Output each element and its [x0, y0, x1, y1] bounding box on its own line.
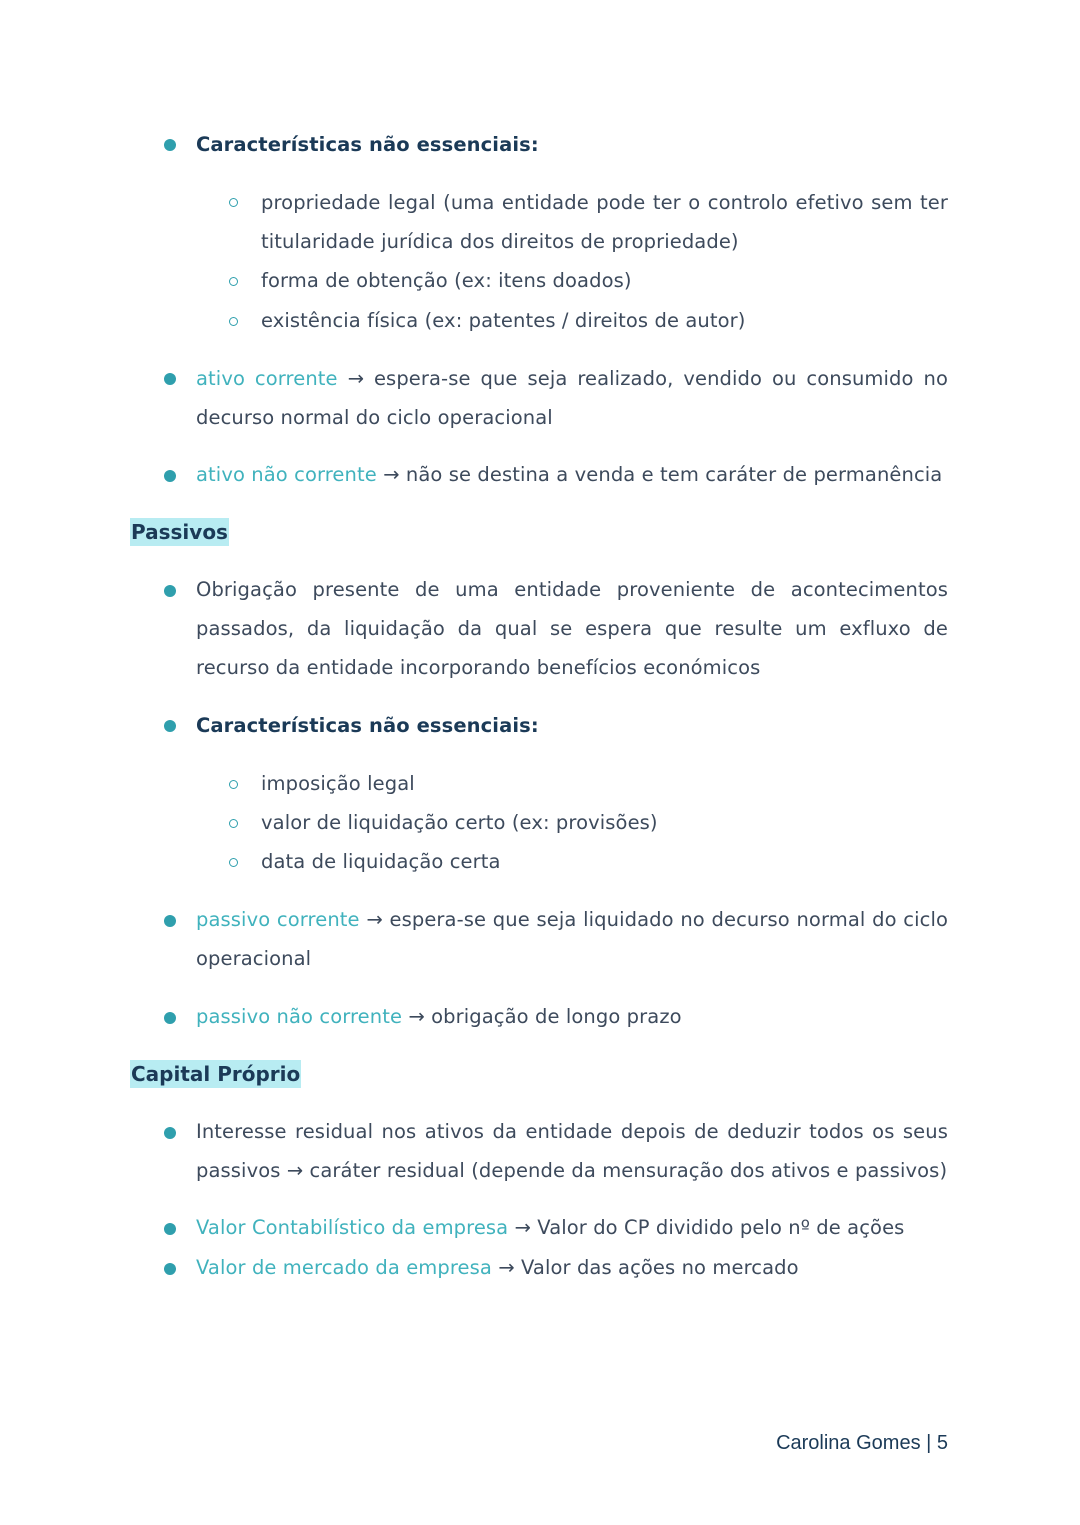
bullet-dot: [164, 1263, 176, 1275]
bullet-dot: [164, 1127, 176, 1139]
passivos-nonessential-item: data de liquidação certa: [261, 850, 501, 873]
bullet-dot: [164, 585, 176, 597]
ativos-nonessential-heading: Características não essenciais:: [196, 133, 539, 156]
valor-contabilistico-term: Valor Contabilístico da empresa: [196, 1216, 509, 1239]
page-footer: Carolina Gomes | 5: [776, 1432, 948, 1454]
ativos-nonessential-item: forma de obtenção (ex: itens doados): [261, 269, 632, 292]
sub-bullet-circle: [229, 780, 238, 789]
passivo-nao-corrente-item: [196, 997, 948, 1036]
ativo-nao-corrente-term: ativo não corrente: [196, 463, 377, 486]
passivos-nonessential-item: valor de liquidação certo (ex: provisões): [261, 811, 658, 834]
valor-contabilistico-item: [196, 1208, 948, 1247]
passivos-nonessential-item: imposição legal: [261, 772, 415, 795]
sub-bullet-circle: [229, 277, 238, 286]
valor-mercado-item: [196, 1248, 948, 1287]
section-heading-passivos: Passivos: [131, 520, 228, 544]
passivo-corrente-item: [196, 900, 948, 978]
bullet-dot: [164, 915, 176, 927]
ativos-nonessential-item: propriedade legal (uma entidade pode ter o controlo efetivo sem ter titularidade jurídica dos direitos de propriedade): [261, 191, 948, 253]
bullet-dot: [164, 1223, 176, 1235]
bullet-dot: [164, 1012, 176, 1024]
section-heading-capital-proprio: Capital Próprio: [131, 1062, 301, 1086]
sub-bullet-circle: [229, 858, 238, 867]
ativo-nao-corrente-item: [196, 455, 948, 494]
ativo-corrente-item: [196, 359, 948, 437]
sub-bullet-circle: [229, 819, 238, 828]
capital-definition: Interesse residual nos ativos da entidade depois de deduzir todos os seus passivos → caráter residual (depende da mensuração dos ativos e passivos): [196, 1120, 948, 1182]
passivo-corrente-term: passivo corrente: [196, 908, 360, 931]
ativo-corrente-definition: → espera-se que seja realizado, vendido ou consumido no decurso normal do ciclo operacional: [196, 367, 948, 429]
valor-contabilistico-definition: → Valor do CP dividido pelo nº de ações: [508, 1216, 905, 1239]
valor-mercado-definition: → Valor das ações no mercado: [491, 1256, 799, 1279]
valor-mercado-term: Valor de mercado da empresa: [196, 1256, 492, 1279]
passivo-corrente-definition: → espera-se que seja liquidado no decurso normal do ciclo operacional: [196, 908, 948, 970]
passivo-nao-corrente-term: passivo não corrente: [196, 1005, 403, 1028]
ativo-corrente-term: ativo corrente: [196, 367, 338, 390]
bullet-dot: [164, 720, 176, 732]
passivos-nonessential-heading: Características não essenciais:: [196, 714, 539, 737]
passivo-nao-corrente-definition: → obrigação de longo prazo: [402, 1005, 682, 1028]
passivos-definition: Obrigação presente de uma entidade proveniente de acontecimentos passados, da liquidação da qual se espera que resulte um exfluxo de recurso da entidade incorporando benefícios económicos: [196, 578, 948, 679]
bullet-dot: [164, 139, 176, 151]
ativos-nonessential-item: existência física (ex: patentes / direitos de autor): [261, 309, 746, 332]
bullet-dot: [164, 470, 176, 482]
sub-bullet-circle: [229, 198, 238, 207]
sub-bullet-circle: [229, 317, 238, 326]
ativo-nao-corrente-definition: → não se destina a venda e tem caráter de permanência: [376, 463, 943, 486]
bullet-dot: [164, 373, 176, 385]
